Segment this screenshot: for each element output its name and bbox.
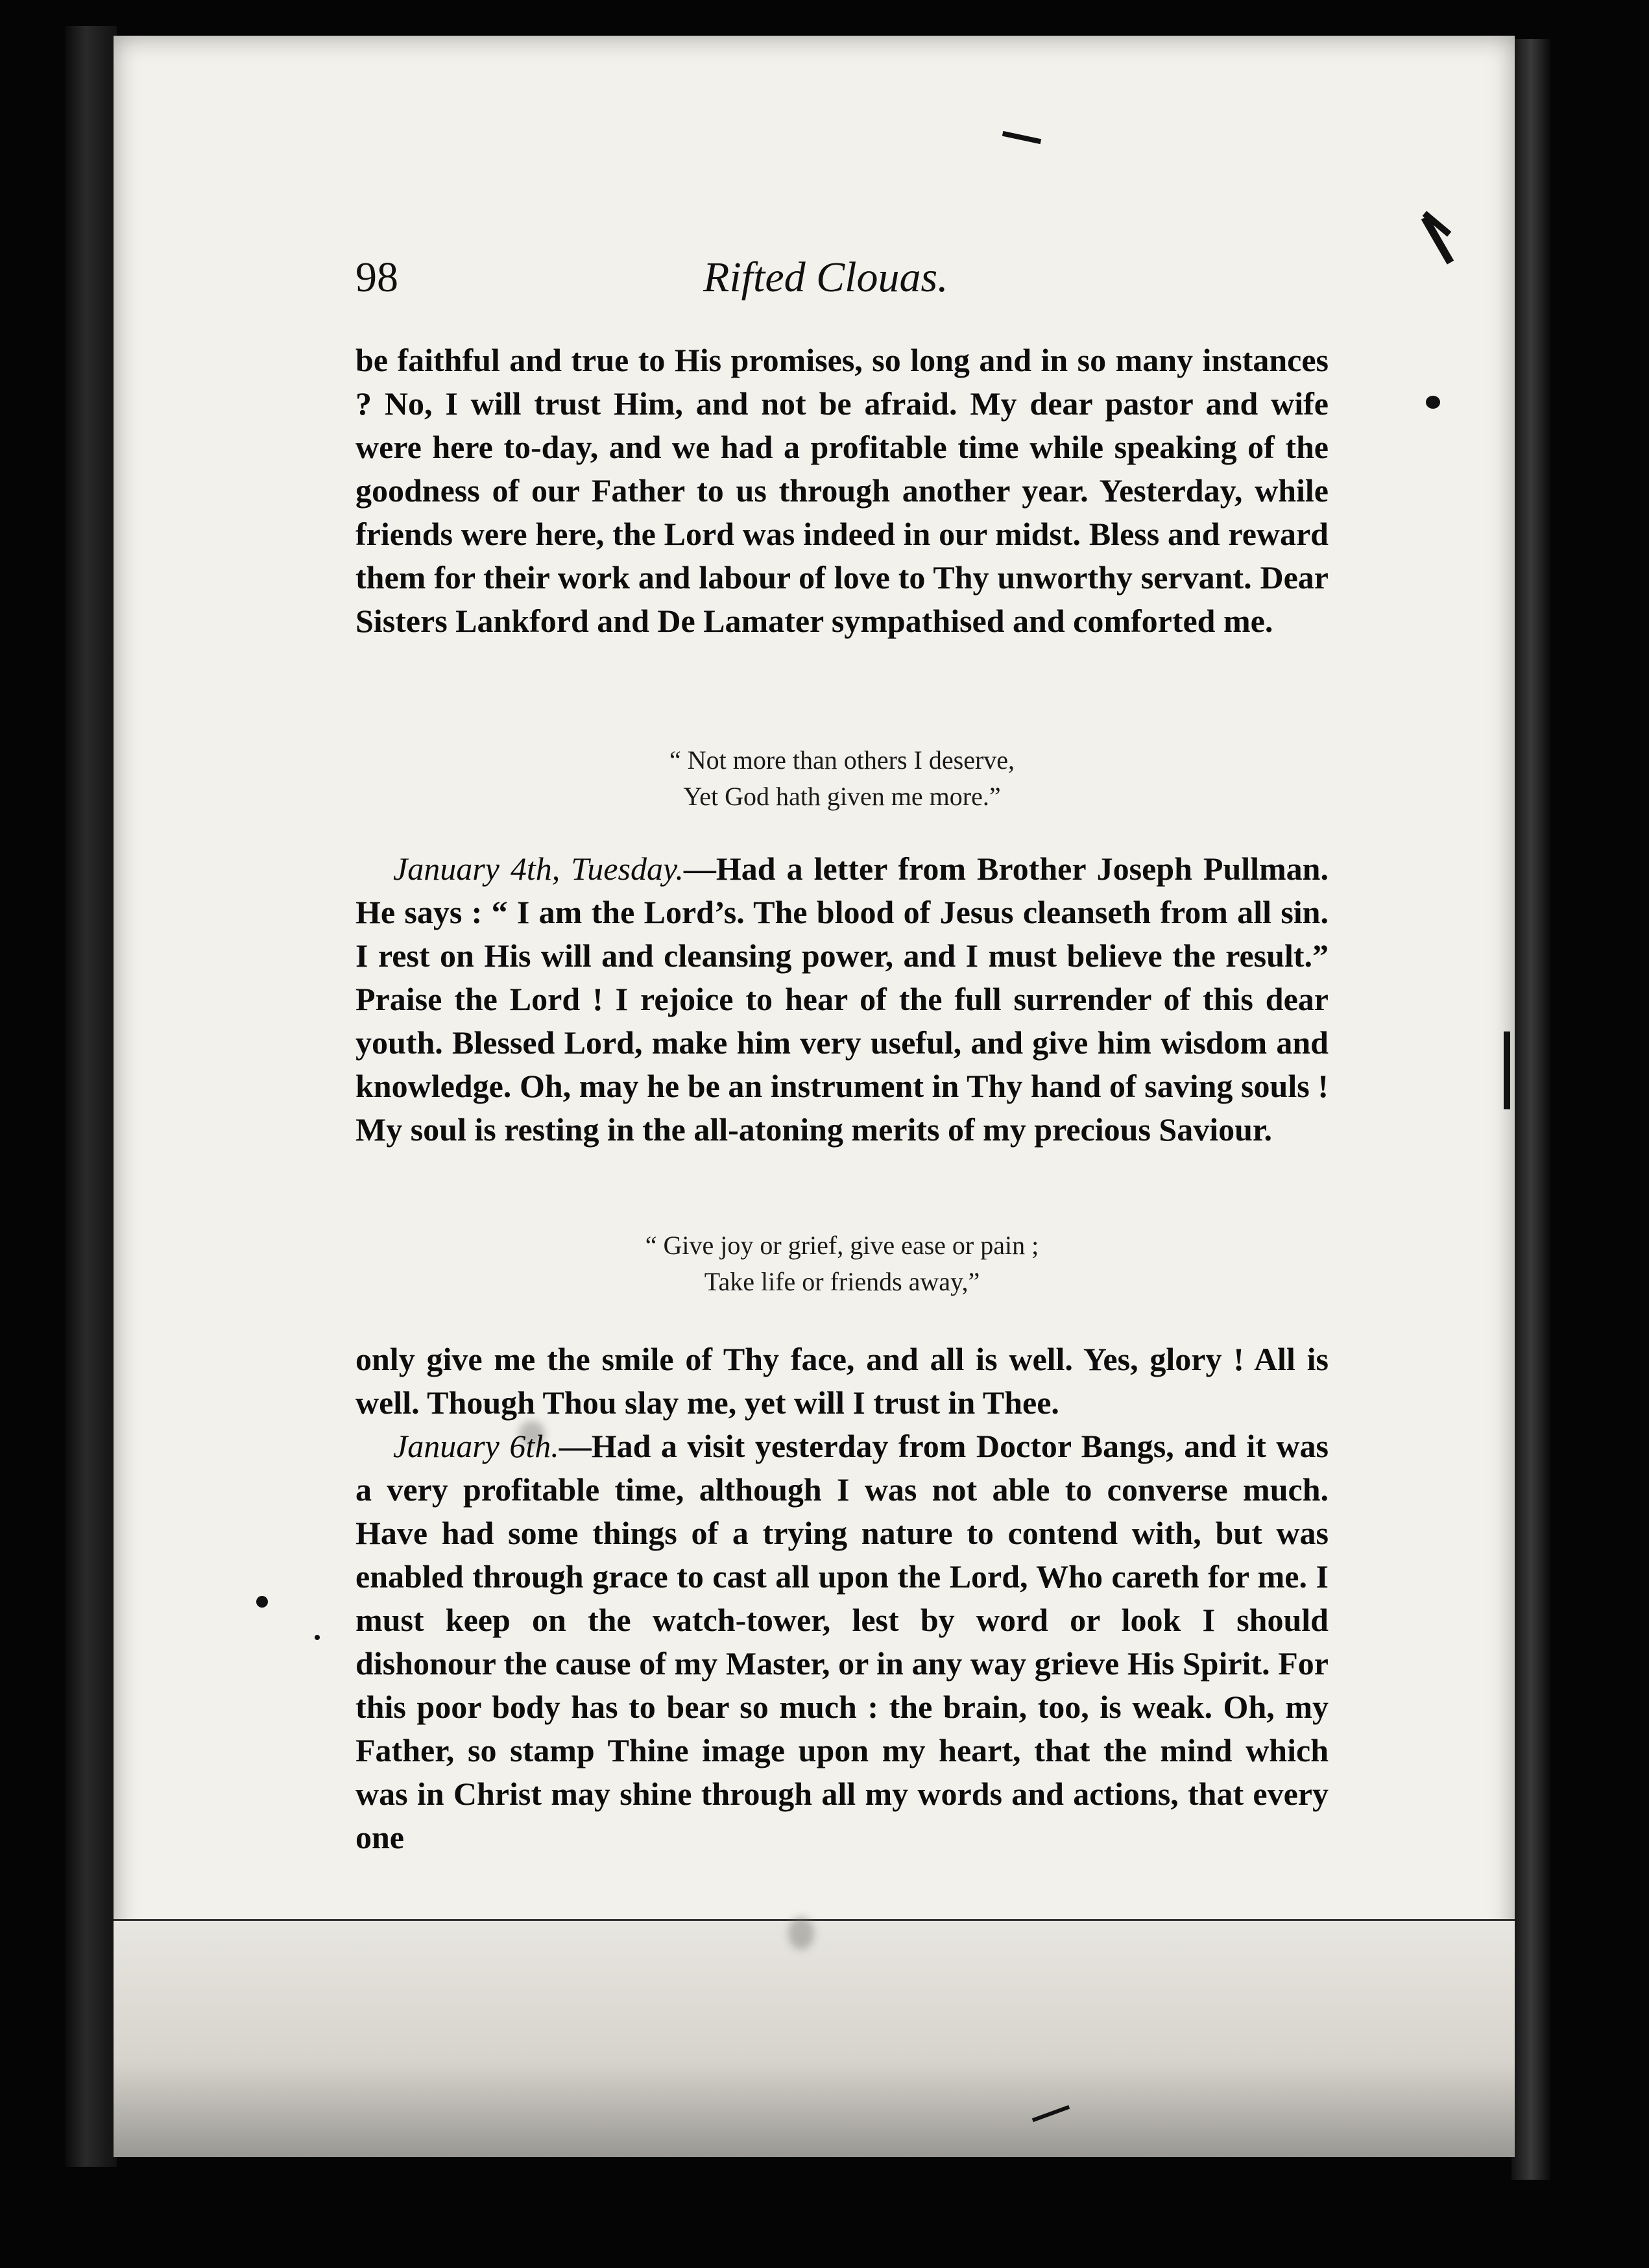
scan-speck <box>1426 396 1440 409</box>
page-number: 98 <box>355 254 398 301</box>
paragraph: only give me the smile of Thy face, and all is well. Yes, glory ! All is well. Though Thou slay me, yet will I trust in Thee. <box>355 1341 1329 1421</box>
verse-line: “ Give joy or grief, give ease or pain ; <box>645 1231 1039 1260</box>
scan-speck <box>315 1635 320 1640</box>
scan-mark <box>1504 1031 1510 1109</box>
page-header <box>355 253 1329 324</box>
text-block-3 <box>355 1338 1329 1859</box>
paragraph: be faithful and true to His promises, so long and in so many instances ? No, I will trust Him, and not be afraid. My dear pastor and wife were here to-day, and we had a profitable time while speaking of the goodness of our Father to us through another year. Yesterday, while friends were here, the Lord was indeed in our midst. Bless and reward them for their work and labour of love to Thy unworthy servant. Dear Sisters Lankford and De Lamater sympathised and comforted me. <box>355 342 1329 639</box>
entry-date: January 4th, Tuesday. <box>393 850 684 887</box>
text-block-2 <box>355 847 1329 1152</box>
scan-speck <box>256 1596 268 1608</box>
verse-line: “ Not more than others I deserve, <box>669 745 1015 775</box>
verse-line: Yet God hath given me more.” <box>683 782 1001 811</box>
right-page-edge <box>1511 39 1550 2180</box>
page-bottom-margin <box>114 1920 1515 2157</box>
verse-quote-1 <box>355 742 1329 815</box>
verse-line: Take life or friends away,” <box>704 1267 980 1296</box>
diary-entry-jan4 <box>355 847 1329 1152</box>
text-block-1 <box>355 339 1329 643</box>
verse-quote-2 <box>355 1227 1329 1300</box>
diary-entry-jan6 <box>355 1425 1329 1859</box>
scan-smudge <box>788 1917 814 1949</box>
entry-date: January 6th. <box>393 1428 559 1464</box>
fold-line <box>114 1919 1515 1921</box>
entry-text: —Had a visit yesterday from Doctor Bangs, and it was a very profitable time, although I was not able to converse much. Have had some things of a trying nature to contend with, but was enabled through grace to cast all upon the Lord, Who careth for me. I must keep on the watch-tower, lest by word or look I should dishonour the cause of my Master, or in any way grieve His Spirit. For this poor body has to bear so much : the brain, too, is weak. Oh, my Father, so stamp Thine image upon my heart, that the mind which was in Christ may shine through all my words and actions, that every one <box>355 1428 1329 1855</box>
entry-text: —Had a letter from Brother Joseph Pullman. He says : “ I am the Lord’s. The blood of Jesus cleanseth from all sin. I rest on His will and cleansing power, and I must believe the result.” Praise the Lord ! I rejoice to hear of the full surrender of this dear youth. Blessed Lord, make him very useful, and give him wisdom and knowledge. Oh, may he be an instrument in Thy hand of saving souls ! My soul is resting in the all-atoning merits of my precious Saviour. <box>355 850 1329 1148</box>
left-page-edge <box>65 26 117 2167</box>
running-title: Rifted Clouas. <box>703 254 948 301</box>
